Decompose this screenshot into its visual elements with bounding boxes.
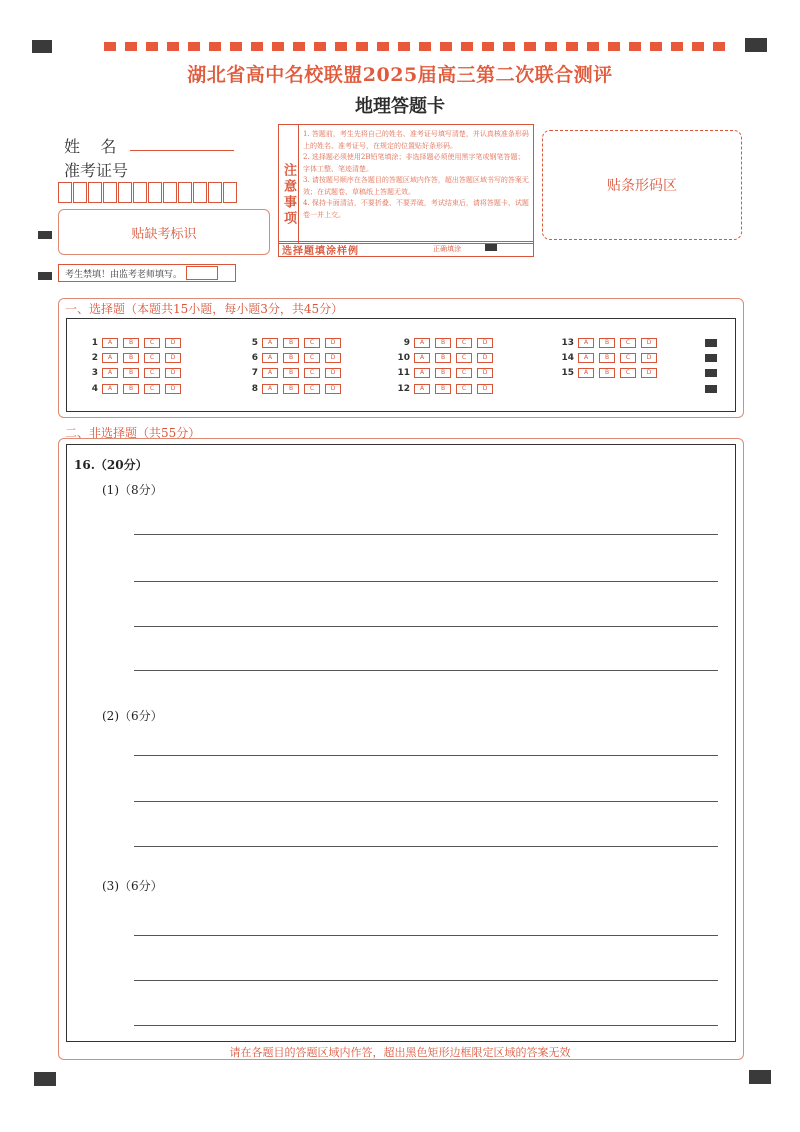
answer-line[interactable] <box>134 801 718 802</box>
mc-question-number: 1 <box>91 338 98 348</box>
timing-dash <box>566 42 578 51</box>
timing-dash <box>125 42 137 51</box>
exam-no-cell[interactable] <box>103 182 117 203</box>
mc-option-bubble[interactable]: B <box>283 384 299 394</box>
side-mark <box>38 272 52 280</box>
exam-no-cell[interactable] <box>58 182 72 203</box>
mc-option-bubble[interactable]: A <box>578 368 594 378</box>
notice-line: 3. 请按题号顺序在各题目的答题区域内作答，超出答题区域书写的答案无效；在试题卷、草稿纸上答题无效。 <box>303 176 529 196</box>
mc-option-bubble[interactable]: D <box>325 338 341 348</box>
mc-option-bubble[interactable]: D <box>325 368 341 378</box>
timing-dash <box>692 42 704 51</box>
mc-question <box>76 368 186 378</box>
mc-answer-frame <box>66 318 736 412</box>
notice-box <box>278 124 534 244</box>
mc-option-bubble[interactable]: B <box>123 353 139 363</box>
exam-no-cell[interactable] <box>178 182 192 203</box>
notice-line: 4. 保持卡面清洁，不要折叠、不要弄破，考试结束后，请将答题卡、试题卷一并上交。 <box>303 199 529 219</box>
side-mark <box>38 231 52 239</box>
timing-dash <box>398 42 410 51</box>
mc-question <box>76 353 186 363</box>
mc-option-bubble[interactable]: C <box>456 338 472 348</box>
mc-question-number: 11 <box>397 368 410 378</box>
mc-option-bubble[interactable]: B <box>123 384 139 394</box>
mc-option-bubble[interactable]: B <box>599 353 615 363</box>
missing-sticker-area <box>58 209 270 255</box>
notice-line: 2. 选择题必须使用2B铅笔填涂；非选择题必须使用黑字笔或钢笔答题；字体工整、笔迹清楚。 <box>303 153 525 173</box>
forbid-box <box>58 264 236 282</box>
timing-dash <box>482 42 494 51</box>
timing-dash <box>167 42 179 51</box>
mc-option-bubble[interactable]: B <box>123 338 139 348</box>
mc-option-bubble[interactable]: C <box>304 338 320 348</box>
exam-no-cell[interactable] <box>73 182 87 203</box>
mc-option-bubble[interactable]: A <box>262 384 278 394</box>
exam-no-cell[interactable] <box>88 182 102 203</box>
corner-mark-bottom-left <box>34 1072 56 1086</box>
mc-question-number: 3 <box>91 368 98 378</box>
mc-question <box>236 368 346 378</box>
page-title: 湖北省高中名校联盟2025届高三第二次联合测评 <box>187 64 613 86</box>
mc-row-mark <box>705 339 717 347</box>
mc-option-bubble[interactable]: A <box>414 338 430 348</box>
mc-question-number: 5 <box>251 338 258 348</box>
mc-option-bubble[interactable]: D <box>325 384 341 394</box>
timing-dash <box>335 42 347 51</box>
timing-dash <box>356 42 368 51</box>
mc-option-bubble[interactable]: B <box>435 368 451 378</box>
footer-note: 请在各题目的答题区域内作答，超出黑色矩形边框限定区域的答案无效 <box>229 1046 571 1059</box>
mc-option-bubble[interactable]: A <box>578 353 594 363</box>
timing-dash <box>314 42 326 51</box>
mc-option-bubble[interactable]: A <box>262 368 278 378</box>
corner-mark-top-right <box>745 38 767 52</box>
barcode-label: 贴条形码区 <box>607 178 677 194</box>
part-1-label: (1)（8分） <box>102 483 163 497</box>
timing-dash <box>419 42 431 51</box>
mc-option-bubble[interactable]: D <box>477 338 493 348</box>
mc-option-bubble[interactable]: C <box>456 368 472 378</box>
mc-question <box>388 368 498 378</box>
mc-question <box>236 338 346 348</box>
mc-question-number: 2 <box>91 353 98 363</box>
timing-dash <box>146 42 158 51</box>
mc-question-number: 8 <box>251 384 258 394</box>
mc-row-mark <box>705 369 717 377</box>
mc-question <box>76 384 186 394</box>
mc-option-bubble[interactable]: A <box>578 338 594 348</box>
mc-question-number: 9 <box>403 338 410 348</box>
timing-dash <box>503 42 515 51</box>
timing-dash <box>524 42 536 51</box>
mc-option-bubble[interactable]: D <box>477 368 493 378</box>
mc-option-bubble[interactable]: D <box>165 368 181 378</box>
timing-dash <box>713 42 725 51</box>
mc-question-number: 4 <box>91 384 98 394</box>
answer-line[interactable] <box>134 534 718 535</box>
mc-option-bubble[interactable]: B <box>435 353 451 363</box>
mc-option-bubble[interactable]: D <box>641 368 657 378</box>
missing-sticker-label: 贴缺考标识 <box>131 226 197 242</box>
mc-option-bubble[interactable]: B <box>123 368 139 378</box>
timing-dash <box>608 42 620 51</box>
mc-option-bubble[interactable]: C <box>456 353 472 363</box>
answer-line[interactable] <box>134 755 718 756</box>
correct-fill-mark <box>485 244 497 251</box>
barcode-area <box>542 130 742 240</box>
mc-option-bubble[interactable]: C <box>144 338 160 348</box>
mc-option-bubble[interactable]: D <box>477 353 493 363</box>
mc-question-number: 15 <box>561 368 574 378</box>
corner-mark-bottom-right <box>749 1070 771 1084</box>
exam-no-cell[interactable] <box>118 182 132 203</box>
exam-no-label: 准考证号 <box>64 161 129 180</box>
mc-option-bubble[interactable]: D <box>477 384 493 394</box>
notice-side-label: 注意事项 <box>279 125 299 243</box>
name-label: 姓 名 <box>64 137 117 156</box>
mc-option-bubble[interactable]: C <box>620 368 636 378</box>
mc-option-bubble[interactable]: A <box>414 353 430 363</box>
exam-no-cell[interactable] <box>223 182 237 203</box>
timing-track <box>104 42 740 51</box>
mc-question-number: 7 <box>251 368 258 378</box>
timing-dash <box>230 42 242 51</box>
mc-option-bubble[interactable]: A <box>102 353 118 363</box>
mc-option-bubble[interactable]: B <box>435 338 451 348</box>
part-2-label: (2)（6分） <box>102 709 163 723</box>
mc-question <box>388 353 498 363</box>
mc-option-bubble[interactable]: A <box>262 353 278 363</box>
notice-line: 1. 答题前，考生先将自己的姓名、准考证号填写清楚，并认真核准条形码上的姓名、准考证号，在规定的位置贴好条形码。 <box>303 130 529 150</box>
mc-option-bubble[interactable]: C <box>304 353 320 363</box>
mc-section-heading: 一、选择题（本题共15小题，每小题3分，共45分） <box>62 300 346 317</box>
name-field[interactable] <box>130 132 234 151</box>
exam-no-cell[interactable] <box>193 182 207 203</box>
timing-dash <box>251 42 263 51</box>
corner-mark-top-left <box>32 40 52 53</box>
mc-question <box>236 384 346 394</box>
timing-dash <box>650 42 662 51</box>
mc-question-number: 12 <box>397 384 410 394</box>
mc-option-bubble[interactable]: D <box>165 353 181 363</box>
exam-no-grid[interactable] <box>58 182 273 207</box>
mc-option-bubble[interactable]: B <box>599 338 615 348</box>
page-subtitle: 地理答题卡 <box>355 96 445 117</box>
mc-option-bubble[interactable]: C <box>456 384 472 394</box>
mc-option-bubble[interactable]: D <box>641 353 657 363</box>
answer-line[interactable] <box>134 670 718 671</box>
mc-row-mark <box>705 385 717 393</box>
fill-sample <box>278 241 534 257</box>
mc-option-bubble[interactable]: C <box>620 338 636 348</box>
mc-question <box>552 353 662 363</box>
mc-option-bubble[interactable]: B <box>283 353 299 363</box>
answer-line[interactable] <box>134 935 718 936</box>
part-3-label: (3)（6分） <box>102 879 163 893</box>
mc-option-bubble[interactable]: C <box>144 368 160 378</box>
answer-line[interactable] <box>134 846 718 847</box>
mc-option-bubble[interactable]: A <box>102 384 118 394</box>
mc-question-number: 10 <box>397 353 410 363</box>
forbid-fill-box[interactable] <box>186 266 218 280</box>
mc-option-bubble[interactable]: B <box>435 384 451 394</box>
mc-question <box>76 338 186 348</box>
mc-option-bubble[interactable]: A <box>262 338 278 348</box>
correct-label: 正确填涂 <box>433 245 461 253</box>
free-section-heading: 二、非选择题（共55分） <box>62 424 203 441</box>
mc-option-bubble[interactable]: D <box>641 338 657 348</box>
forbid-label: 考生禁填！由监考老师填写。 <box>65 269 183 280</box>
mc-option-bubble[interactable]: D <box>165 384 181 394</box>
mc-option-bubble[interactable]: D <box>165 338 181 348</box>
mc-option-bubble[interactable]: C <box>620 353 636 363</box>
mc-option-bubble[interactable]: A <box>102 338 118 348</box>
mc-option-bubble[interactable]: B <box>283 368 299 378</box>
mc-question <box>388 338 498 348</box>
mc-question <box>388 384 498 394</box>
mc-question-number: 14 <box>561 353 574 363</box>
mc-question <box>552 338 662 348</box>
mc-option-bubble[interactable]: C <box>144 384 160 394</box>
exam-no-cell[interactable] <box>133 182 147 203</box>
timing-dash <box>461 42 473 51</box>
timing-dash <box>587 42 599 51</box>
question-16-label: 16.（20分） <box>74 458 148 472</box>
timing-dash <box>545 42 557 51</box>
answer-line[interactable] <box>134 980 718 981</box>
mc-question <box>552 368 662 378</box>
mc-question-number: 13 <box>561 338 574 348</box>
mc-option-bubble[interactable]: B <box>599 368 615 378</box>
timing-dash <box>188 42 200 51</box>
mc-row-mark <box>705 354 717 362</box>
answer-line[interactable] <box>134 1025 718 1026</box>
mc-option-bubble[interactable]: A <box>414 368 430 378</box>
mc-question <box>236 353 346 363</box>
mc-option-bubble[interactable]: D <box>325 353 341 363</box>
exam-no-cell[interactable] <box>148 182 162 203</box>
timing-dash <box>209 42 221 51</box>
mc-option-bubble[interactable]: A <box>102 368 118 378</box>
mc-question-number: 6 <box>251 353 258 363</box>
timing-dash <box>272 42 284 51</box>
mc-option-bubble[interactable]: B <box>283 338 299 348</box>
timing-dash <box>629 42 641 51</box>
exam-no-cell[interactable] <box>163 182 177 203</box>
timing-dash <box>377 42 389 51</box>
mc-option-bubble[interactable]: C <box>304 384 320 394</box>
answer-line[interactable] <box>134 581 718 582</box>
timing-dash <box>440 42 452 51</box>
sample-label: 选择题填涂样例 <box>282 246 359 257</box>
mc-option-bubble[interactable]: C <box>144 353 160 363</box>
exam-no-cell[interactable] <box>208 182 222 203</box>
mc-option-bubble[interactable]: C <box>304 368 320 378</box>
mc-option-bubble[interactable]: A <box>414 384 430 394</box>
timing-dash <box>293 42 305 51</box>
answer-line[interactable] <box>134 626 718 627</box>
timing-dash <box>671 42 683 51</box>
timing-dash <box>104 42 116 51</box>
notice-text <box>303 129 531 221</box>
